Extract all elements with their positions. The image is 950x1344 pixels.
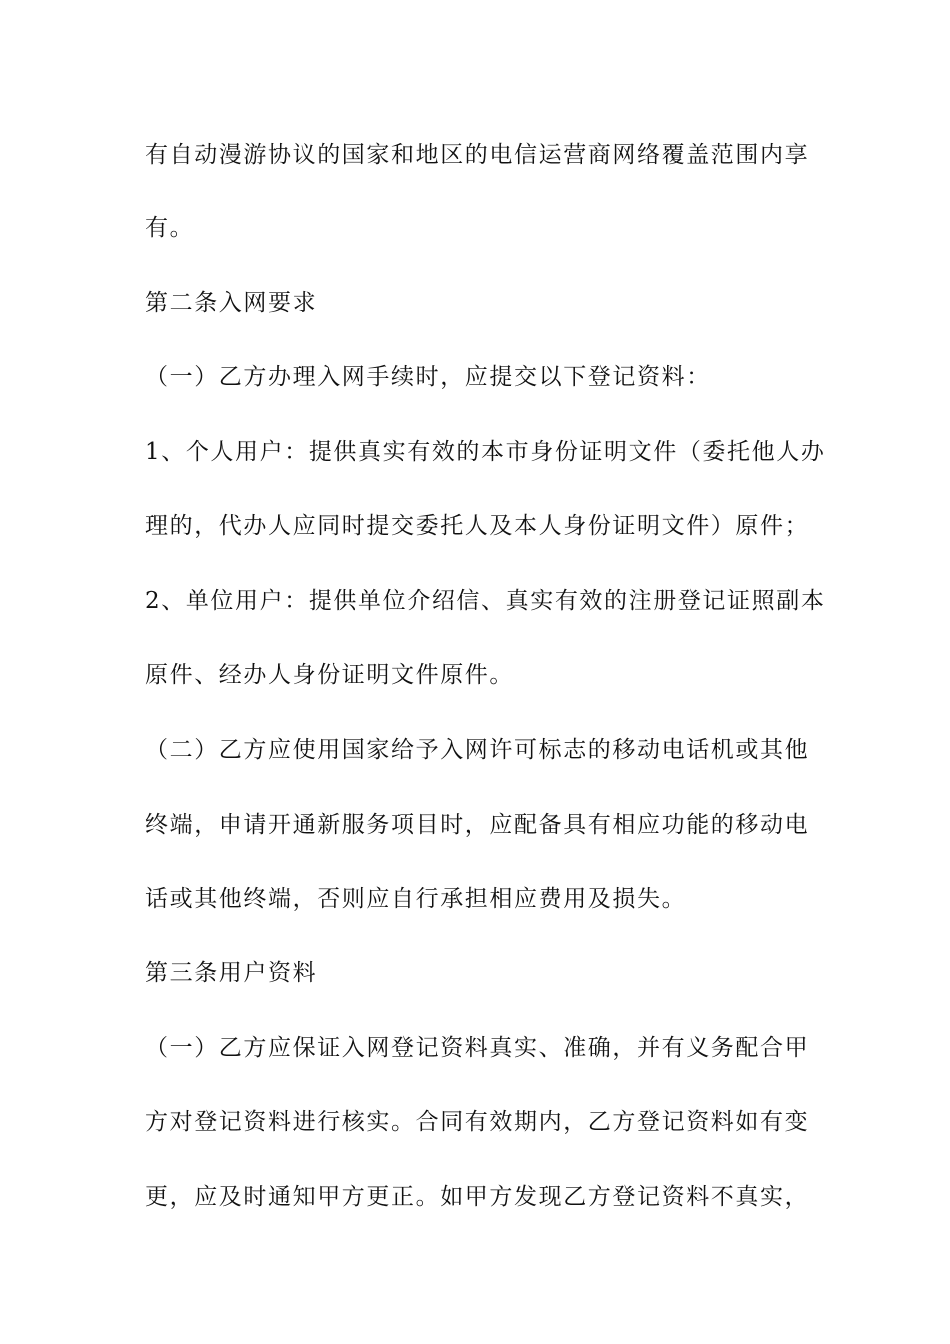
text-line-10: 终端，申请开通新服务项目时，应配备具有相应功能的移动电 (145, 812, 810, 838)
text-line-15: 更，应及时通知甲方更正。如甲方发现乙方登记资料不真实， (145, 1184, 810, 1210)
text-line-7: 2、单位用户：提供单位介绍信、真实有效的注册登记证照副本 (145, 588, 826, 614)
text-line-11: 话或其他终端，否则应自行承担相应费用及损失。 (145, 886, 687, 912)
section-heading-article-3: 第三条用户资料 (145, 960, 318, 986)
text-line-14: 方对登记资料进行核实。合同有效期内，乙方登记资料如有变 (145, 1109, 810, 1135)
text-line-1: 有自动漫游协议的国家和地区的电信运营商网络覆盖范围内享 (145, 142, 810, 168)
text-line-2: 有。 (145, 215, 195, 241)
section-heading-article-2: 第二条入网要求 (145, 290, 318, 316)
text-line-8: 原件、经办人身份证明文件原件。 (145, 662, 514, 688)
text-line-5: 1、个人用户：提供真实有效的本市身份证明文件（委托他人办 (145, 439, 826, 465)
text-line-4: （一）乙方办理入网手续时，应提交以下登记资料： (145, 364, 711, 390)
text-line-13: （一）乙方应保证入网登记资料真实、准确，并有义务配合甲 (145, 1035, 810, 1061)
text-line-6: 理的，代办人应同时提交委托人及本人身份证明文件）原件； (145, 513, 810, 539)
text-line-9: （二）乙方应使用国家给予入网许可标志的移动电话机或其他 (145, 737, 810, 763)
